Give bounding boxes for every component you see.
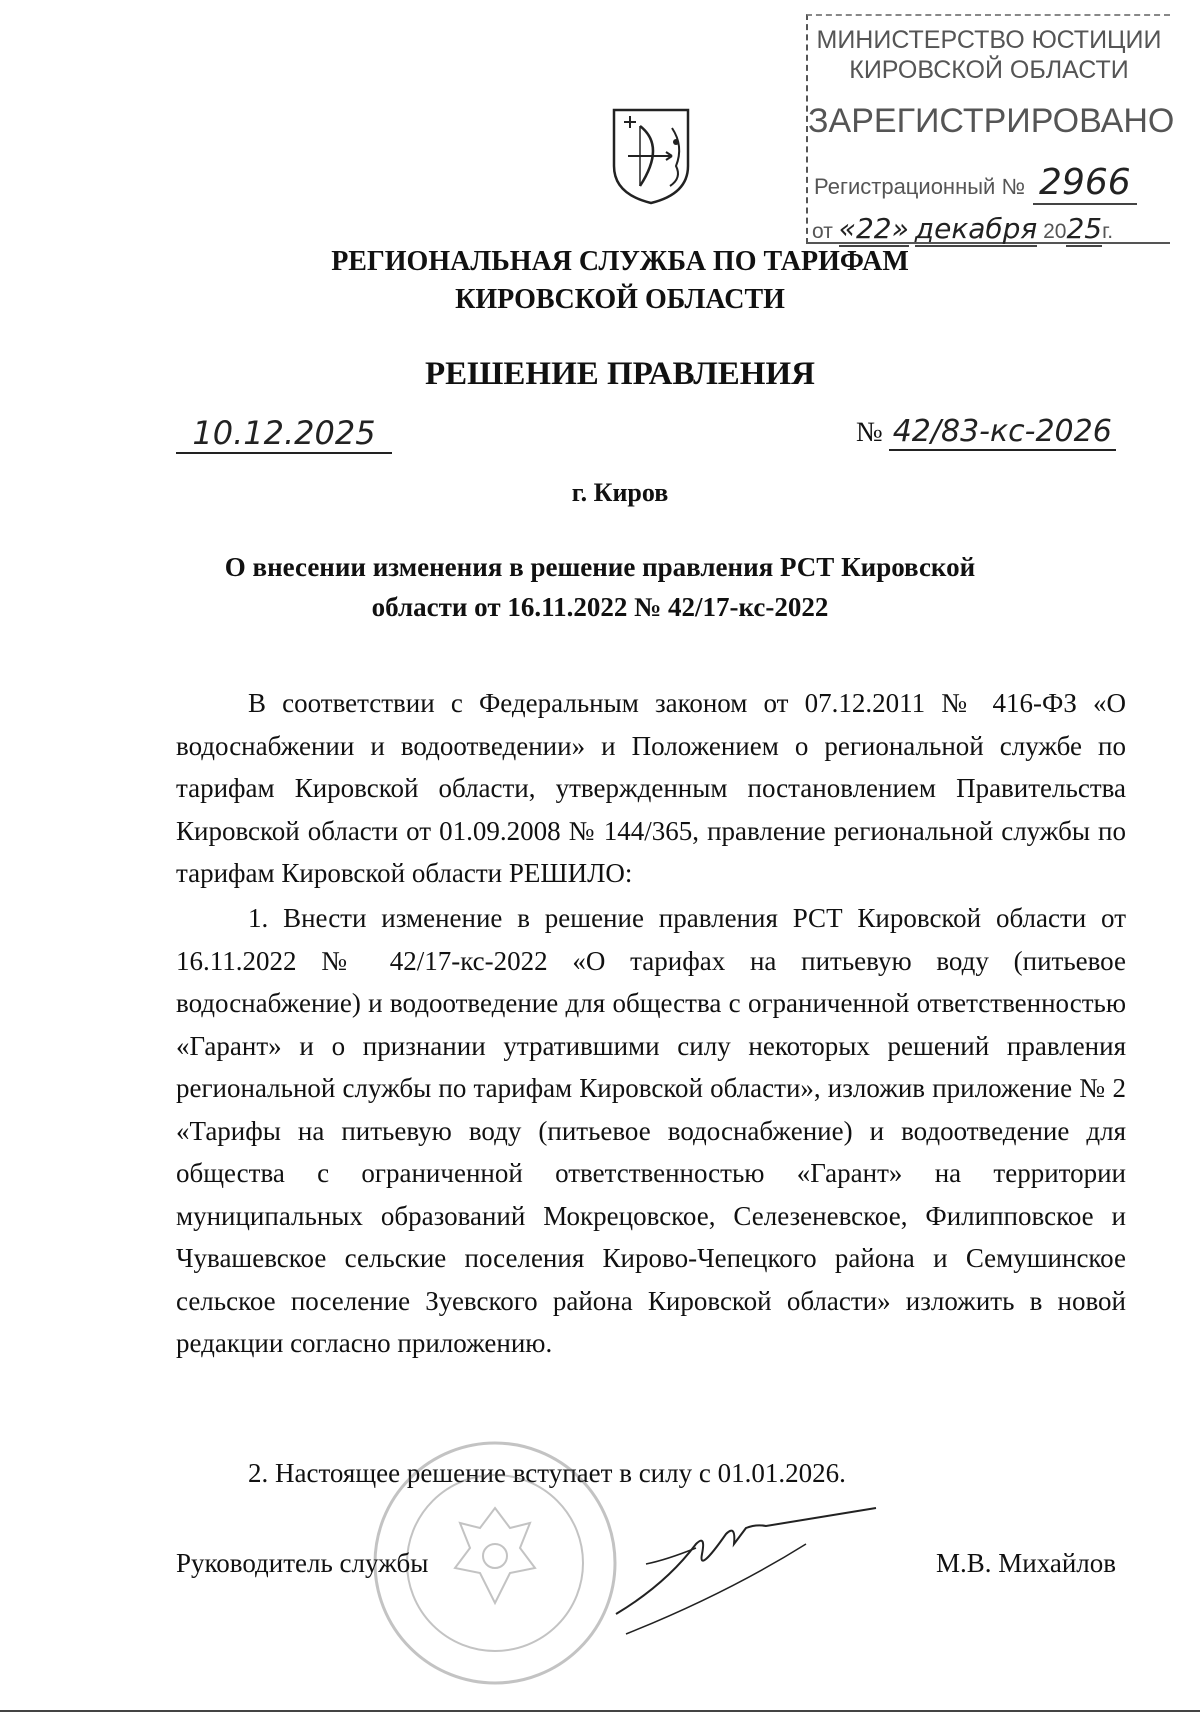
- stamp-reg-number: 2966: [1033, 162, 1137, 205]
- subject-line2: области от 16.11.2022 № 42/17-кс-2022: [371, 592, 829, 622]
- service-name-line2: КИРОВСКОЙ ОБЛАСТИ: [455, 284, 785, 315]
- stamp-reg-row: [814, 162, 1137, 203]
- stamp-date-day: «22»: [838, 212, 909, 245]
- handwritten-signature-icon: [606, 1504, 886, 1644]
- document-type: РЕШЕНИЕ ПРАВЛЕНИЯ: [425, 356, 815, 392]
- stamp-ministry-line2: КИРОВСКОЙ ОБЛАСТИ: [849, 56, 1129, 84]
- decision-date: 10.12.2025: [176, 414, 392, 454]
- stamp-registered: ЗАРЕГИСТРИРОВАНО: [808, 102, 1175, 140]
- stamp-ministry-line1: МИНИСТЕРСТВО ЮСТИЦИИ: [816, 26, 1162, 54]
- city: г. Киров: [571, 478, 669, 507]
- decision-number: 42/83-кс-2026: [889, 414, 1116, 451]
- service-name-line1: РЕГИОНАЛЬНАЯ СЛУЖБА ПО ТАРИФАМ: [331, 246, 909, 277]
- stamp-date-year-prefix: 20: [1043, 220, 1067, 243]
- stamp-date-from: от: [812, 220, 833, 243]
- bottom-divider: [0, 1710, 1200, 1712]
- signatory-name: М.В. Михайлов: [936, 1548, 1117, 1578]
- subject-line1: О внесении изменения в решение правления РСТ Кировской: [224, 552, 976, 582]
- body-paragraph-1: В соответствии с Федеральным законом от 07.12.2011 № 416-ФЗ «О водоснабжении и водоотведении» и Положением о региональной службе по тарифам Кировской области, утвержденным постановлением Правительства Кировской области от 01.09.2008 № 144/365, правление региональной службы по тарифам Кировской области РЕШИЛО:: [176, 688, 1126, 888]
- body-paragraph-2: 1. Внести изменение в решение правления РСТ Кировской области от 16.11.2022 № 42/17-кс-2022 «О тарифах на питьевую воду (питьевое водоснабжение) и водоотведение для общества с ограниченной ответственностью «Гарант» и о признании утратившими силу некоторых решений правления региональной службы по тарифам Кировской области», изложив приложение № 2 «Тарифы на питьевую воду (питьевое водоснабжение) и водоотведение для общества с ограниченной ответственностью «Гарант» на территории муниципальных образований Мокрецовское, Селезеневское, Филипповское и Чувашевское сельские поселения Кирово-Чепецкого района и Семушинское сельское поселение Зуевского района Кировской области» изложить в новой редакции согласно приложению.: [176, 903, 1126, 1358]
- stamp-reg-label: Регистрационный №: [814, 174, 1026, 199]
- decision-number-label: №: [856, 417, 883, 448]
- stamp-date-month: декабря: [914, 212, 1038, 245]
- registration-stamp: [806, 14, 1175, 245]
- decision-number-row: [856, 414, 1116, 451]
- stamp-date-row: [812, 212, 1113, 245]
- coat-of-arms-icon: [610, 106, 692, 206]
- signatory-title: Руководитель службы: [176, 1548, 429, 1578]
- body-paragraph-3: 2. Настоящее решение вступает в силу с 01.01.2026.: [248, 1458, 846, 1488]
- stamp-date-year-suffix: 25: [1066, 212, 1103, 245]
- stamp-date-year-unit: г.: [1102, 220, 1114, 243]
